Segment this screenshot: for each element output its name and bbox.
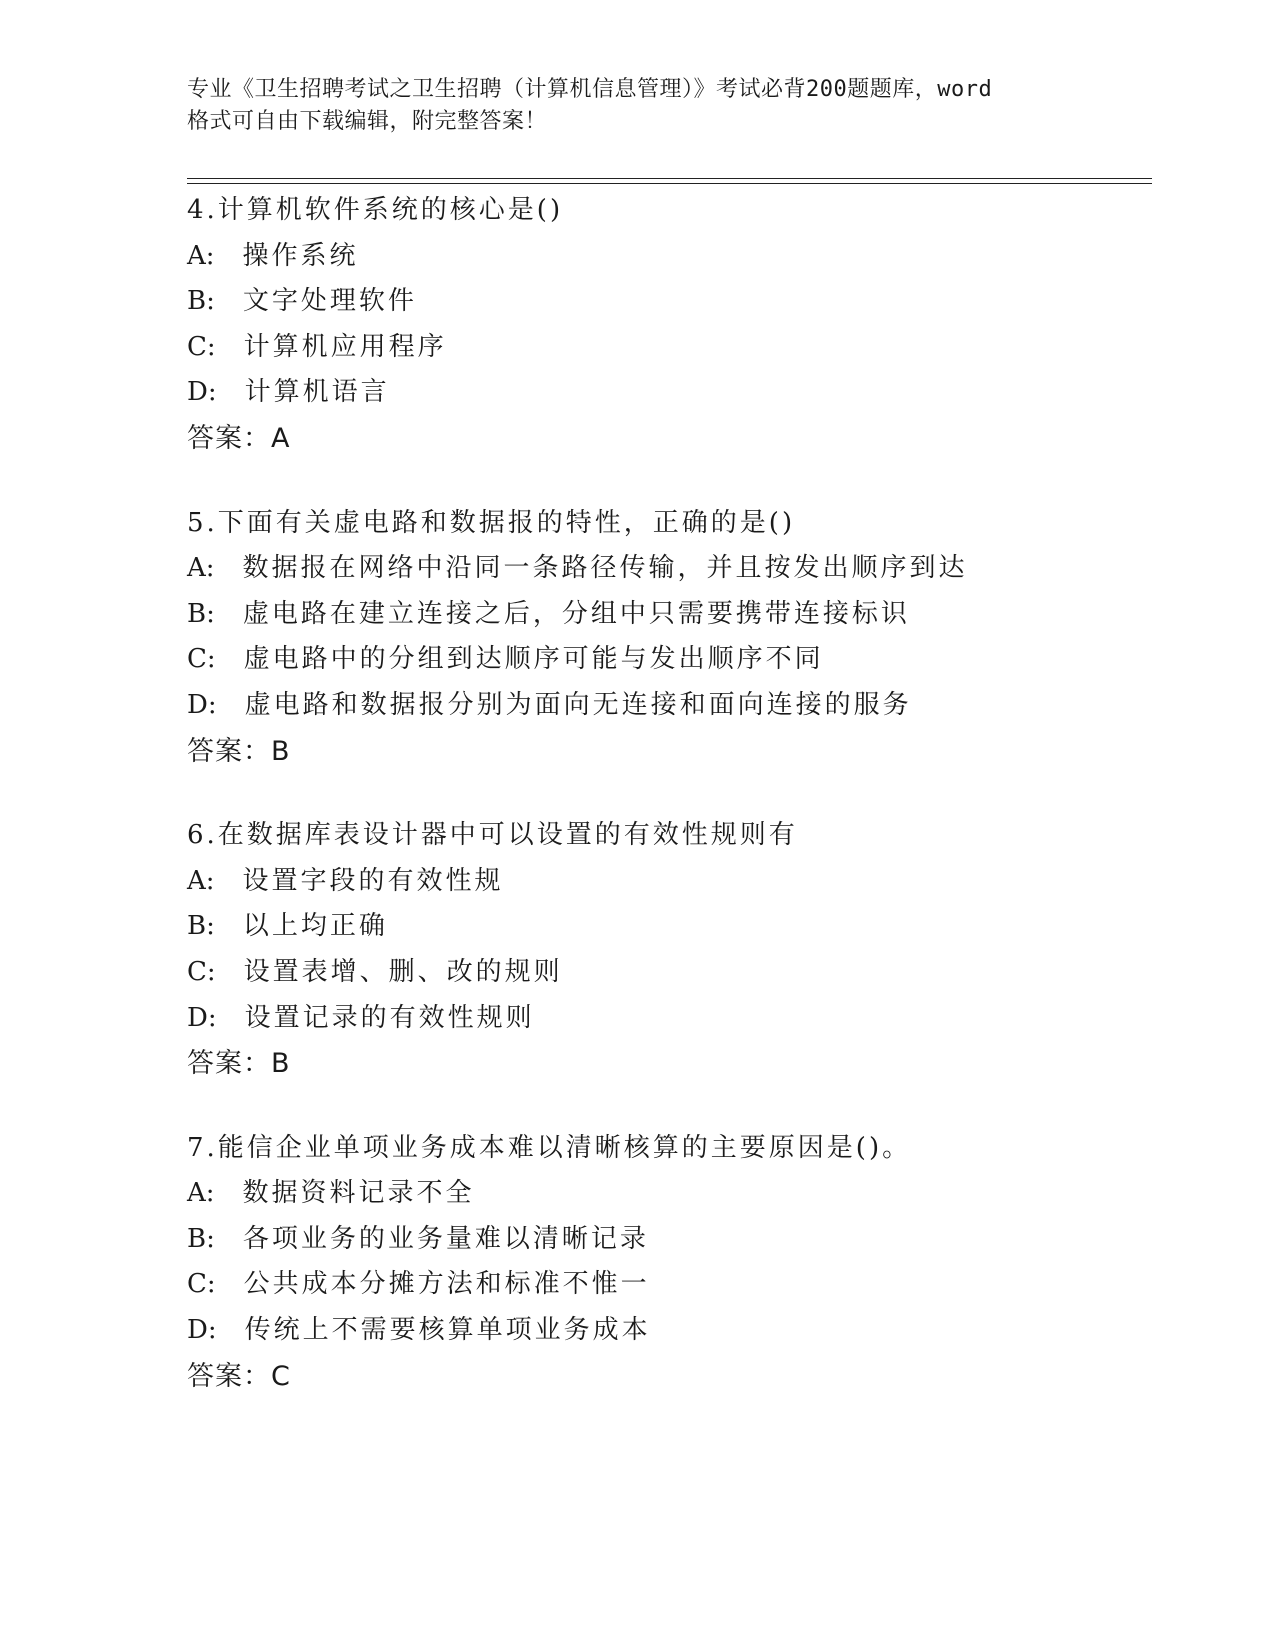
option-letter: A: (187, 865, 215, 896)
option-letter: A: (187, 553, 215, 584)
answer-line: 答案：B (187, 735, 291, 767)
option-letter: B: (187, 911, 215, 942)
option-letter: C: (187, 331, 216, 362)
option-text: 计算机应用程序 (243, 331, 447, 362)
option-text: 数据资料记录不全 (242, 1178, 475, 1209)
question-title: 7.能信企业单项业务成本难以清晰核算的主要原因是()。 (187, 1132, 912, 1163)
option-text: 虚电路中的分组到达顺序可能与发出顺序不同 (243, 644, 824, 675)
question-5 (187, 501, 1147, 775)
option-text: 设置记录的有效性规则 (244, 1002, 535, 1033)
question-title: 5.下面有关虚电路和数据报的特性，正确的是() (187, 507, 796, 538)
option-d (187, 996, 1147, 1042)
option-text: 以上均正确 (242, 911, 388, 942)
option-text: 虚电路在建立连接之后，分组中只需要携带连接标识 (242, 598, 910, 629)
document-header (187, 74, 1087, 138)
option-letter: D: (187, 377, 217, 408)
option-c (187, 950, 1147, 996)
option-text: 设置字段的有效性规 (242, 865, 504, 896)
header-line-2: 格式可自由下载编辑，附完整答案！ (187, 109, 548, 134)
question-7 (187, 1126, 1147, 1400)
answer-line: 答案：C (187, 1360, 291, 1392)
option-text: 操作系统 (242, 240, 359, 271)
question-title: 4.计算机软件系统的核心是() (187, 195, 564, 225)
header-divider-top (187, 178, 1152, 179)
answer-line: 答案：B (187, 1048, 291, 1080)
option-d (187, 370, 1147, 416)
option-letter: B: (187, 1223, 215, 1254)
option-a (187, 1171, 1147, 1217)
option-letter: B: (187, 598, 215, 629)
option-text: 文字处理软件 (242, 286, 417, 317)
option-c (187, 325, 1147, 371)
option-text: 数据报在网络中沿同一条路径传输，并且按发出顺序到达 (242, 553, 968, 584)
option-b (187, 904, 1147, 950)
option-d (187, 683, 1147, 729)
question-6 (187, 813, 1147, 1087)
option-b (187, 279, 1147, 325)
option-letter: A: (187, 1178, 215, 1209)
option-letter: B: (187, 286, 215, 317)
option-letter: D: (187, 1002, 217, 1033)
option-a (187, 234, 1147, 280)
header-divider-bottom (187, 183, 1152, 184)
option-letter: D: (187, 1315, 217, 1346)
option-d (187, 1308, 1147, 1354)
option-text: 公共成本分摊方法和标准不惟一 (243, 1269, 650, 1300)
option-text: 设置表增、删、改的规则 (243, 956, 563, 987)
option-b (187, 592, 1147, 638)
option-letter: C: (187, 644, 216, 675)
option-letter: D: (187, 689, 217, 720)
option-c (187, 1262, 1147, 1308)
option-b (187, 1217, 1147, 1263)
option-text: 传统上不需要核算单项业务成本 (244, 1315, 651, 1346)
option-text: 各项业务的业务量难以清晰记录 (242, 1223, 649, 1254)
question-4 (187, 188, 1147, 462)
option-text: 虚电路和数据报分别为面向无连接和面向连接的服务 (244, 689, 912, 720)
option-letter: A: (187, 240, 215, 271)
option-a (187, 859, 1147, 905)
option-c (187, 637, 1147, 683)
option-letter: C: (187, 1269, 216, 1300)
question-list (187, 188, 1147, 1399)
option-a (187, 546, 1147, 592)
header-line-1: 专业《卫生招聘考试之卫生招聘（计算机信息管理）》考试必背200题题库，word (187, 77, 993, 102)
option-letter: C: (187, 956, 216, 987)
answer-line: 答案：A (187, 422, 291, 454)
option-text: 计算机语言 (244, 377, 390, 408)
question-title: 6.在数据库表设计器中可以设置的有效性规则有 (187, 820, 798, 851)
